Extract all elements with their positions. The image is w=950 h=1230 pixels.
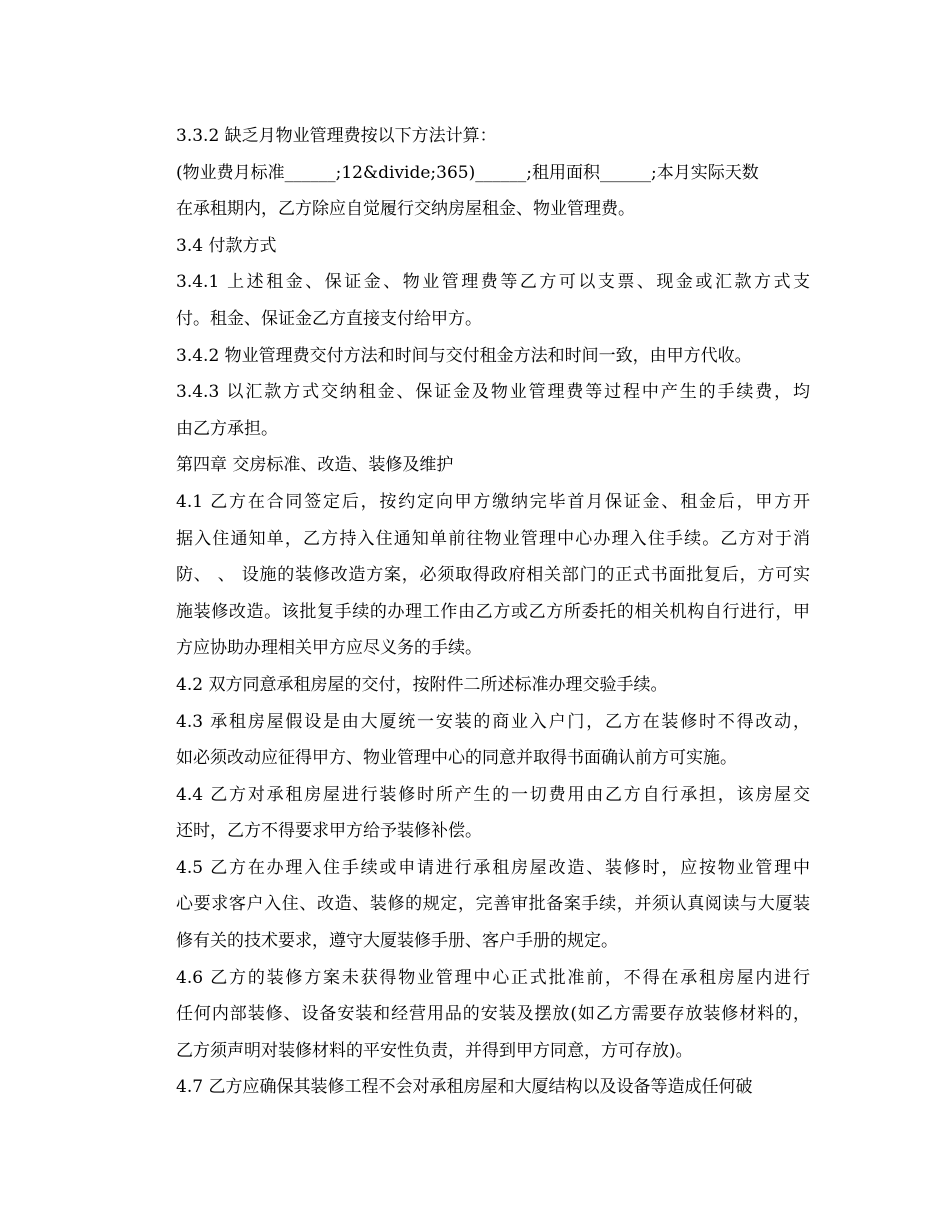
- paragraph-line: 4.2 双方同意承租房屋的交付，按附件二所述标准办理交验手续。: [176, 674, 668, 695]
- paragraph-p7: [176, 374, 810, 447]
- paragraph-line: 如必须改动应征得甲方、物业管理中心的同意并取得书面确认前方可实施。: [176, 748, 737, 769]
- paragraph-line: 方应协助办理相关甲方应尽义务的手续。: [176, 638, 482, 659]
- paragraph-line: 4.4 乙方对承租房屋进行装修时所产生的一切费用由乙方自行承担，该房屋交: [176, 784, 810, 805]
- paragraph-p4: [176, 228, 810, 265]
- document-body: [176, 118, 810, 1106]
- paragraph-p15: [176, 1069, 810, 1106]
- paragraph-p2: [176, 155, 810, 192]
- paragraph-line: 4.3 承租房屋假设是由大厦统一安装的商业入户门，乙方在装修时不得改动，: [176, 711, 810, 732]
- paragraph-line: 施装修改造。该批复手续的办理工作由乙方或乙方所委托的相关机构自行进行，甲: [176, 601, 810, 622]
- paragraph-line: 第四章 交房标准、改造、装修及维护: [176, 455, 454, 476]
- paragraph-p12: [176, 777, 810, 850]
- paragraph-p13: [176, 850, 810, 960]
- paragraph-line: (物业费月标准______;12&divide;365)______;租用面积______;本月实际天数: [176, 162, 759, 183]
- paragraph-line: 4.5 乙方在办理入住手续或申请进行承租房屋改造、装修时，应按物业管理中: [176, 857, 810, 878]
- paragraph-p6: [176, 338, 810, 375]
- paragraph-p11: [176, 704, 810, 777]
- paragraph-line: 修有关的技术要求，遵守大厦装修手册、客户手册的规定。: [176, 931, 618, 952]
- paragraph-line: 防、 、 设施的装修改造方案，必须取得政府相关部门的正式书面批复后，方可实: [176, 565, 810, 586]
- paragraph-line: 在承租期内，乙方除应自觉履行交纳房屋租金、物业管理费。: [176, 199, 635, 220]
- paragraph-line: 3.4.1 上述租金、保证金、物业管理费等乙方可以支票、现金或汇款方式支: [176, 272, 810, 293]
- paragraph-p5: [176, 264, 810, 337]
- paragraph-line: 还时，乙方不得要求甲方给予装修补偿。: [176, 821, 482, 842]
- paragraph-p10: [176, 667, 810, 704]
- paragraph-line: 4.1 乙方在合同签定后，按约定向甲方缴纳完毕首月保证金、租金后，甲方开: [176, 491, 810, 512]
- paragraph-line: 4.7 乙方应确保其装修工程不会对承租房屋和大厦结构以及设备等造成任何破: [176, 1077, 753, 1098]
- paragraph-line: 心要求客户入住、改造、装修的规定，完善审批备案手续，并须认真阅读与大厦装: [176, 894, 810, 915]
- paragraph-p3: [176, 191, 810, 228]
- paragraph-line: 3.4.3 以汇款方式交纳租金、保证金及物业管理费等过程中产生的手续费，均: [176, 382, 810, 403]
- paragraph-line: 4.6 乙方的装修方案未获得物业管理中心正式批准前，不得在承租房屋内进行: [176, 967, 810, 988]
- paragraph-line: 乙方须声明对装修材料的平安性负责，并得到甲方同意，方可存放)。: [176, 1040, 693, 1061]
- paragraph-line: 3.4.2 物业管理费交付方法和时间与交付租金方法和时间一致，由甲方代收。: [176, 345, 752, 366]
- paragraph-line: 由乙方承担。: [176, 418, 278, 439]
- paragraph-line: 任何内部装修、设备安装和经营用品的安装及摆放(如乙方需要存放装修材料的，: [176, 1004, 810, 1025]
- paragraph-line: 3.3.2 缺乏月物业管理费按以下方法计算：: [176, 126, 497, 146]
- paragraph-p1: [176, 118, 810, 155]
- paragraph-p9: [176, 484, 810, 667]
- paragraph-line: 付。租金、保证金乙方直接支付给甲方。: [176, 308, 482, 329]
- paragraph-line: 据入住通知单，乙方持入住通知单前往物业管理中心办理入住手续。乙方对于消: [176, 528, 810, 549]
- paragraph-line: 3.4 付款方式: [176, 235, 277, 256]
- paragraph-p14: [176, 960, 810, 1070]
- paragraph-p8: [176, 447, 810, 484]
